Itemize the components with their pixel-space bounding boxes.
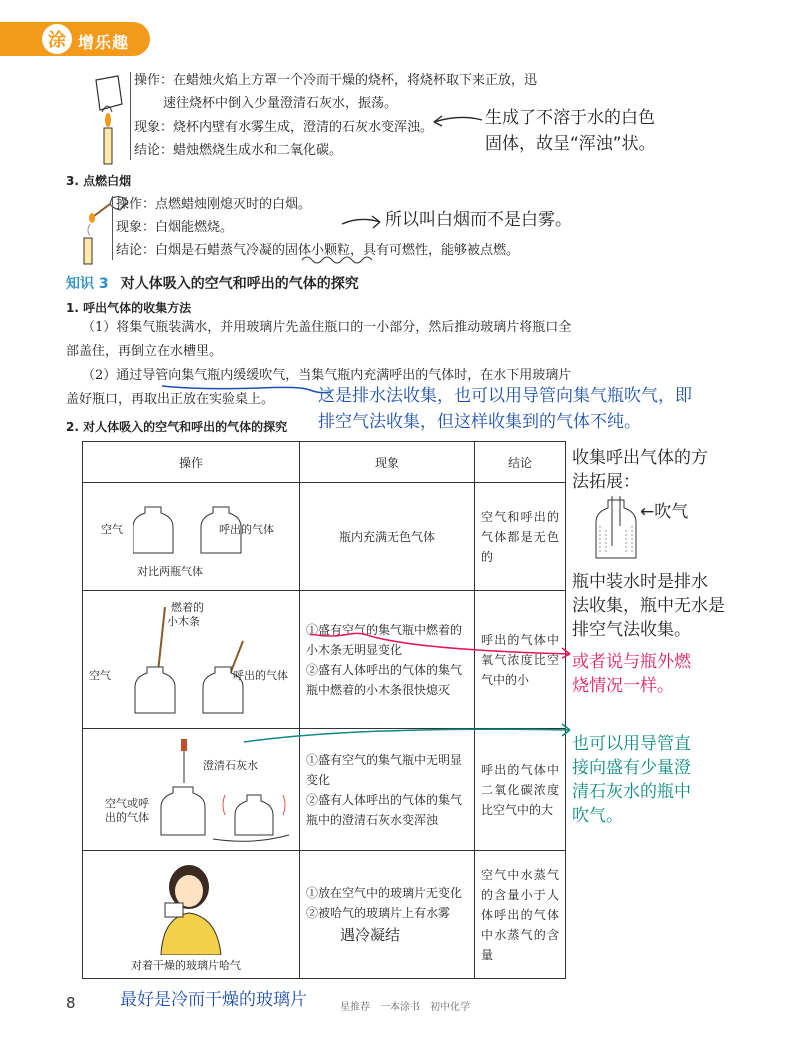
- label-air: 空气: [101, 523, 123, 536]
- method-title2: 法拓展：: [572, 472, 640, 492]
- arrow-right-icon: [340, 212, 385, 232]
- row3-phenom1: ①盛有空气的集气瓶中无明显变化: [306, 752, 463, 787]
- experiment-table: [82, 441, 566, 979]
- page-number: 8: [66, 994, 76, 1012]
- green-note4: 吹气。: [572, 806, 623, 826]
- collect-note1: 这是排水法收集，也可以用导管向集气瓶吹气，即: [318, 386, 692, 406]
- knowledge-title: 对人体吸入的空气和呼出的气体的探究: [120, 276, 359, 292]
- label-exhaled: 呼出的气体: [219, 523, 274, 536]
- method-m1: 瓶中装水时是排水: [572, 572, 708, 592]
- method-m3: 排空气法收集。: [572, 620, 691, 640]
- label-exhaled: 呼出的气体: [233, 669, 288, 682]
- collect-p1a: （1）将集气瓶装满水，并用玻璃片先盖住瓶口的一小部分，然后推动玻璃片将瓶口全: [82, 320, 572, 335]
- header-phenomenon: 现象: [300, 442, 475, 483]
- sec3-phenom: 现象：白烟能燃烧。: [116, 220, 234, 235]
- pink-note1: 或者说与瓶外燃: [572, 652, 691, 672]
- row4-phenom2: ②被哈气的玻璃片上有水雾: [306, 905, 451, 920]
- header-conclusion: 结论: [475, 442, 566, 483]
- gas-bottle-illustration: [594, 496, 640, 562]
- row2-phenom2: ②盛有人体呼出的气体的集气瓶中燃着的小木条很快熄灭: [306, 662, 463, 697]
- pink-note2: 烧情况一样。: [572, 676, 674, 696]
- blue-underline: [160, 376, 340, 396]
- condense-note: 遇冷凝结: [340, 925, 401, 944]
- bracket-line-3: [112, 196, 113, 260]
- sec2-phenom: 现象：烧杯内壁有水雾生成，澄清的石灰水变浑浊。: [134, 120, 434, 135]
- sec2-op1: 操作：在蜡烛火焰上方罩一个冷而干燥的烧杯，将烧杯取下来正放，迅: [134, 73, 538, 88]
- label-stick2: 小木条: [167, 615, 200, 628]
- sec2-note2: 固体，故呈“浑浊”状。: [485, 134, 656, 154]
- sec3-concl: 结论：白烟是石蜡蒸气冷凝的固体小颗粒，具有可燃性，能够被点燃。: [116, 243, 520, 258]
- label-air: 空气: [89, 669, 111, 682]
- label-stick: 燃着的: [171, 601, 204, 614]
- row4-phenom1: ①放在空气中的玻璃片无变化: [306, 885, 463, 900]
- row2-phenom1: ①盛有空气的集气瓶中燃着的小木条无明显变化: [306, 622, 463, 657]
- knowledge-label: 知识 3: [66, 276, 109, 292]
- brand-text: 增乐趣: [78, 33, 130, 52]
- sec2-op2: 速往烧杯中倒入少量澄清石灰水，振荡。: [163, 96, 398, 111]
- sec2-concl: 结论：蜡烛燃烧生成水和二氧化碳。: [134, 143, 343, 158]
- header-operation: 操作: [83, 442, 300, 483]
- row1-concl-text: 空气和呼出的气体都是无色的: [481, 509, 559, 564]
- sec3-title: 3. 点燃白烟: [66, 174, 132, 188]
- row3-concl-text: 呼出的气体中二氧化碳浓度比空气中的大: [481, 762, 559, 817]
- method-m2: 法收集，瓶中无水是: [572, 596, 725, 616]
- table-row: [83, 851, 566, 979]
- row4-caption: 对着干燥的玻璃片哈气: [131, 959, 241, 972]
- collect-p2b: 盖好瓶口，再取出正放在实验桌上。: [66, 392, 275, 407]
- pink-arrow: [300, 620, 580, 660]
- green-note2: 接向盛有少量澄: [572, 758, 691, 778]
- label-air2: 出的气体: [105, 811, 149, 824]
- green-arrow: [240, 718, 580, 748]
- green-note1: 也可以用导管直: [572, 734, 691, 754]
- collect-title: 1. 呼出气体的收集方法: [66, 301, 192, 315]
- girl-breathing-illustration: [143, 859, 243, 955]
- bracket-line: [130, 72, 131, 160]
- explore-title: 2. 对人体吸入的空气和呼出的气体的探究: [66, 420, 288, 434]
- table-header-row: [83, 442, 566, 483]
- row3-phenom2: ②盛有人体呼出的气体的集气瓶中的澄清石灰水变浑浊: [306, 792, 463, 827]
- row4-conclusion: [475, 851, 566, 979]
- row1-conclusion: [475, 483, 566, 591]
- footer-text: 星推荐 一本涂书 初中化学: [340, 1002, 470, 1013]
- arrow-left-icon: [430, 110, 485, 130]
- sec2-note1: 生成了不溶于水的白色: [485, 108, 655, 128]
- row1-caption: 对比两瓶气体: [137, 565, 203, 578]
- method-title1: 收集呼出气体的方: [572, 448, 708, 468]
- beaker-candle-illustration: [78, 70, 128, 170]
- brand-logo: 涂: [42, 24, 72, 54]
- blow-note: ←吹气: [640, 502, 689, 522]
- row1-operation: [83, 483, 300, 591]
- collect-p1b: 部盖住，再倒立在水槽里。: [66, 344, 223, 359]
- knowledge-heading: [66, 273, 359, 293]
- sec3-note: 所以叫白烟而不是白雾。: [385, 210, 572, 230]
- sec3-op: 操作：点燃蜡烛刚熄灭时的白烟。: [116, 197, 312, 212]
- row1-phenomenon: [300, 483, 475, 591]
- row4-phenomenon: [300, 851, 475, 979]
- collect-note2: 排空气法收集，但这样收集到的气体不纯。: [318, 412, 641, 432]
- row4-operation: [83, 851, 300, 979]
- collect-p2a: （2）通过导管向集气瓶内缓缓吹气，当集气瓶内充满呼出的气体时，在水下用玻璃片: [82, 368, 572, 383]
- row4-concl-text: 空气中水蒸气的含量小于人体呼出的气体中水蒸气的含量: [481, 867, 559, 962]
- limewater-illustration: [143, 735, 293, 845]
- green-note3: 清石灰水的瓶中: [572, 782, 691, 802]
- wavy-underline: [300, 252, 380, 266]
- label-limewater: 澄清石灰水: [203, 759, 258, 772]
- bottom-note: 最好是冷而干燥的玻璃片: [120, 990, 307, 1010]
- label-air1: 空气或呼: [105, 797, 149, 810]
- row1-phenom-text: 瓶内充满无色气体: [338, 529, 435, 544]
- row2-concl-text: 呼出的气体中氧气浓度比空气中的小: [481, 632, 559, 687]
- table-row: [83, 483, 566, 591]
- row2-operation: [83, 591, 300, 729]
